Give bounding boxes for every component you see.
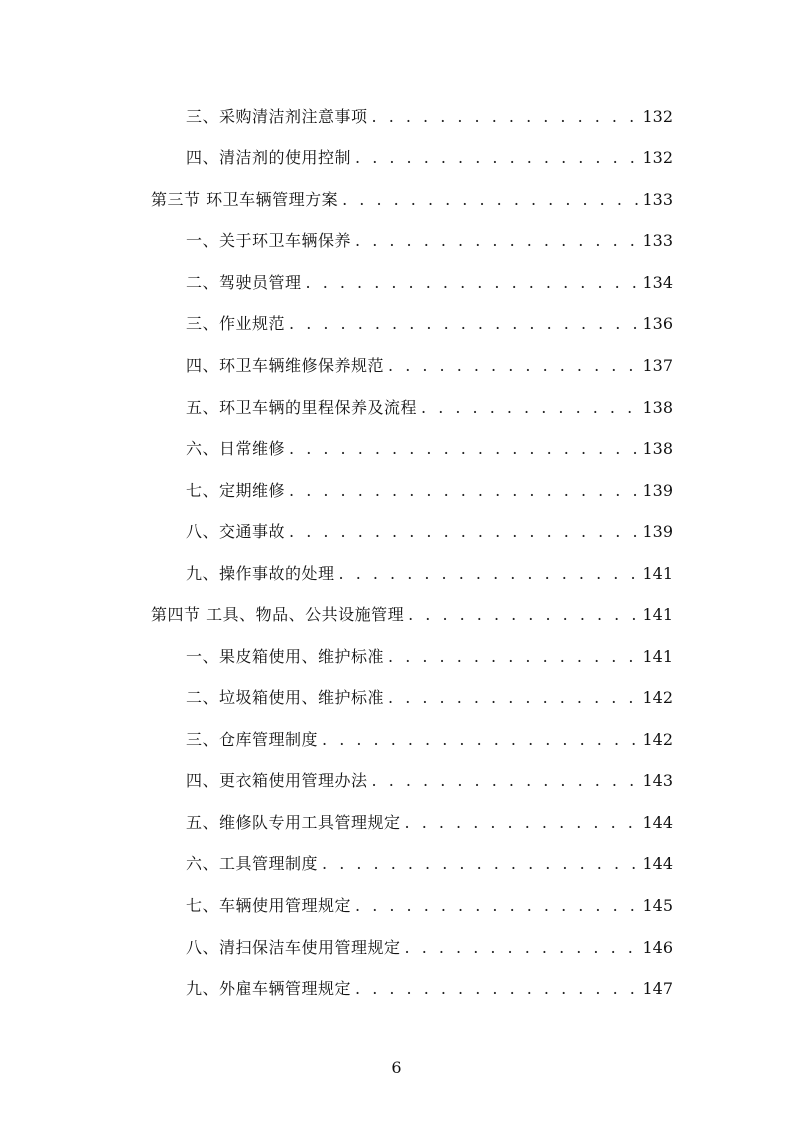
toc-entry-page: 142 — [642, 730, 673, 749]
toc-entry-title: 七、车辆使用管理规定 — [186, 896, 352, 915]
toc-leader-dots — [421, 393, 638, 423]
toc-entry-page: 147 — [642, 979, 673, 998]
toc-leader-dots — [289, 517, 638, 547]
toc-leader-dots — [322, 725, 638, 755]
toc-entry-page: 137 — [642, 356, 673, 375]
toc-entry[interactable] — [186, 434, 673, 464]
toc-entry-page: 134 — [642, 273, 673, 292]
toc-entry-title: 三、仓库管理制度 — [186, 730, 319, 749]
toc-leader-dots — [289, 309, 638, 339]
toc-entry[interactable] — [186, 351, 673, 381]
toc-entry[interactable] — [186, 933, 673, 963]
toc-entry-page: 139 — [642, 481, 673, 500]
toc-entry-title: 八、交通事故 — [186, 522, 286, 541]
toc-entry[interactable] — [186, 725, 673, 755]
toc-entry[interactable] — [186, 974, 673, 1004]
toc-entry-title: 六、日常维修 — [186, 439, 286, 458]
toc-leader-dots — [339, 559, 639, 589]
toc-entry-title: 五、环卫车辆的里程保养及流程 — [186, 398, 418, 417]
toc-entry[interactable] — [186, 226, 673, 256]
toc-entry-page: 141 — [642, 605, 673, 624]
page-number: 6 — [391, 1058, 402, 1077]
toc-entry-page: 141 — [642, 647, 673, 666]
toc-entry[interactable] — [186, 143, 673, 173]
toc-entry[interactable] — [186, 268, 673, 298]
toc-entry[interactable] — [186, 517, 673, 547]
toc-leader-dots — [342, 185, 638, 215]
toc-entry[interactable] — [186, 309, 673, 339]
toc-leader-dots — [372, 766, 639, 796]
toc-entry-page: 143 — [642, 771, 673, 790]
toc-leader-dots — [289, 476, 638, 506]
toc-section-entry[interactable] — [151, 600, 673, 630]
toc-leader-dots — [408, 600, 638, 630]
toc-entry-page: 139 — [642, 522, 673, 541]
toc-entry-title: 二、垃圾箱使用、维护标准 — [186, 688, 385, 707]
toc-entry-title: 五、维修队专用工具管理规定 — [186, 813, 401, 832]
toc-entry-title: 六、工具管理制度 — [186, 854, 319, 873]
toc-entry-page: 136 — [642, 314, 673, 333]
toc-leader-dots — [355, 891, 638, 921]
toc-leader-dots — [388, 683, 638, 713]
toc-entry[interactable] — [186, 849, 673, 879]
toc-section-title: 第三节 环卫车辆管理方案 — [151, 190, 339, 209]
toc-leader-dots — [322, 849, 638, 879]
toc-entry-title: 三、采购清洁剂注意事项 — [186, 107, 368, 126]
toc-entry-title: 四、环卫车辆维修保养规范 — [186, 356, 385, 375]
toc-entry[interactable] — [186, 642, 673, 672]
toc-leader-dots — [372, 102, 639, 132]
toc-entry-page: 142 — [642, 688, 673, 707]
toc-leader-dots — [388, 642, 638, 672]
toc-leader-dots — [405, 808, 639, 838]
toc-entry[interactable] — [186, 891, 673, 921]
toc-entry-page: 133 — [642, 190, 673, 209]
toc-entry-page: 138 — [642, 398, 673, 417]
toc-entry-page: 145 — [642, 896, 673, 915]
toc-entry-title: 七、定期维修 — [186, 481, 286, 500]
toc-leader-dots — [289, 434, 638, 464]
toc-leader-dots — [388, 351, 638, 381]
toc-entry-title: 八、清扫保洁车使用管理规定 — [186, 938, 401, 957]
toc-entry-page: 144 — [642, 854, 673, 873]
toc-entry[interactable] — [186, 476, 673, 506]
toc-entry-page: 132 — [642, 107, 673, 126]
toc-entry-title: 四、清洁剂的使用控制 — [186, 148, 352, 167]
toc-entry-page: 146 — [642, 938, 673, 957]
toc-entry-title: 一、果皮箱使用、维护标准 — [186, 647, 385, 666]
toc-entry[interactable] — [186, 683, 673, 713]
toc-entry[interactable] — [186, 559, 673, 589]
toc-entry-title: 四、更衣箱使用管理办法 — [186, 771, 368, 790]
toc-entry-page: 138 — [642, 439, 673, 458]
toc-entry-title: 九、外雇车辆管理规定 — [186, 979, 352, 998]
toc-entry-page: 141 — [642, 564, 673, 583]
toc-entry-page: 133 — [642, 231, 673, 250]
toc-entry[interactable] — [186, 393, 673, 423]
toc-entry-title: 九、操作事故的处理 — [186, 564, 335, 583]
toc-section-title: 第四节 工具、物品、公共设施管理 — [151, 605, 405, 624]
toc-leader-dots — [355, 143, 638, 173]
toc-entry-title: 一、关于环卫车辆保养 — [186, 231, 352, 250]
toc-leader-dots — [306, 268, 639, 298]
toc-entry[interactable] — [186, 766, 673, 796]
toc-entry[interactable] — [186, 102, 673, 132]
toc-entry[interactable] — [186, 808, 673, 838]
toc-leader-dots — [355, 226, 638, 256]
toc-leader-dots — [405, 933, 639, 963]
toc-leader-dots — [355, 974, 638, 1004]
toc-entry-page: 144 — [642, 813, 673, 832]
toc-entry-title: 三、作业规范 — [186, 314, 286, 333]
toc-entry-page: 132 — [642, 148, 673, 167]
toc-section-entry[interactable] — [151, 185, 673, 215]
toc-entry-title: 二、驾驶员管理 — [186, 273, 302, 292]
